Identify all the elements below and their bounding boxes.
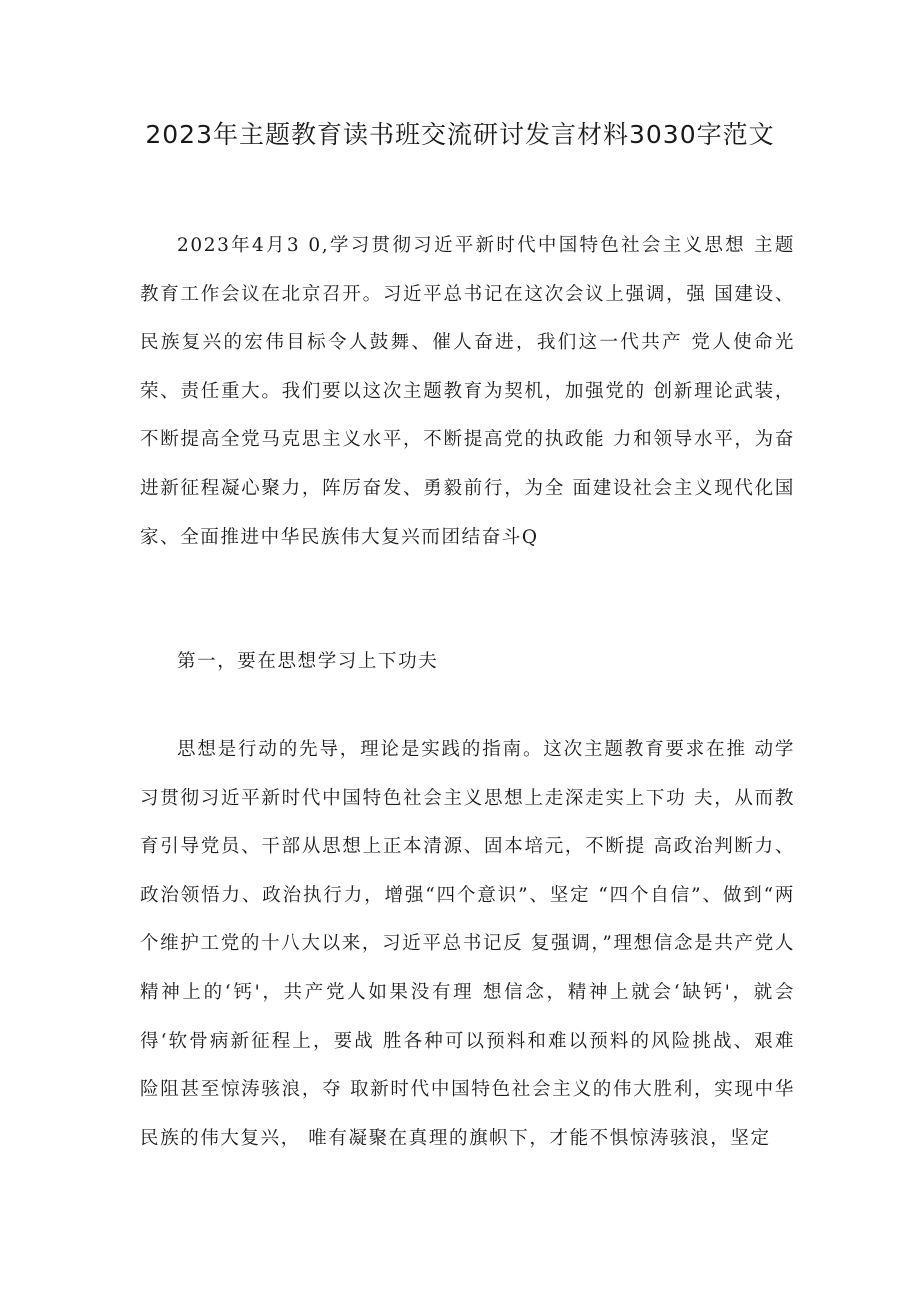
section-paragraph: 思想是行动的先导，理论是实践的指南。这次主题教育要求在推 动学习贯彻习近平新时代中国特色社会主义思想上走深走实上下功 夫，从而教育引导党员、干部从思想上正本清源、固本培元，不断提 高政治判断力、政治领悟力、政治执行力，增强“四个意识”、坚定 “四个自信”、做到“两个维护工党的十八大以来，习近平总书记反 复强调，”理想信念是共产党人精神上的‘钙'，共产党人如果没有理 想信念，精神上就会‘缺钙'，就会得‘软骨病新征程上，要战 胜各种可以预料和难以预料的风险挑战、艰难险阻甚至惊涛骇浪，夺 取新时代中国特色社会主义的伟大胜利，实现中华民族的伟大复兴， 唯有凝聚在真理的旗帜下，才能不惧惊涛骇浪，坚定 [140,739,795,1149]
document-title: 2023年主题教育读书班交流研讨发言材料3030字范文 [145,120,775,149]
intro-paragraph: 2023年4月3 0,学习贯彻习近平新时代中国特色社会主义思想 主题教育工作会议在北京召开。习近平总书记在这次会议上强调，强 国建设、民族复兴的宏伟目标令人鼓舞、催人奋进，我们这一代共产 党人使命光荣、责任重大。我们要以这次主题教育为契机，加强党的 创新理论武装，不断提高全党马克思主义水平，不断提高党的执政能 力和领导水平，为奋进新征程凝心聚力，阵厉奋发、勇毅前行，为全 面建设社会主义现代化国家、全面推进中华民族伟大复兴而团结奋斗Q [140,235,795,548]
section-heading: 第一，要在思想学习上下功夫 [177,651,439,672]
